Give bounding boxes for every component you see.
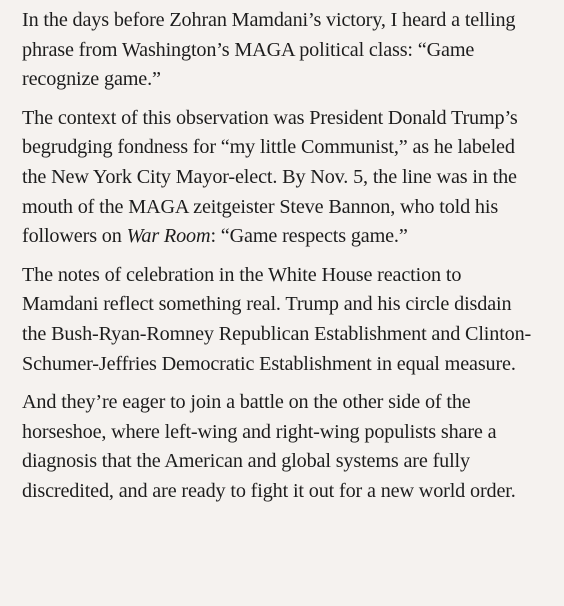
- paragraph-4: And they’re eager to join a battle on the other side of the horseshoe, where left-wing and right-wing populists share a diagnosis that the American and global systems are fully discredited, and are ready to fight it out for a new world order.: [22, 391, 516, 502]
- paragraph-1: In the days before Zohran Mamdani’s victory, I heard a telling phrase from Washington’s MAGA political class: “Game recognize game.”: [22, 9, 516, 91]
- paragraph-2-text-end: : “Game respects game.”: [210, 225, 408, 248]
- paragraph-3: The notes of celebration in the White House reaction to Mamdani reflect something real. Trump and his circle disdain the Bush-Ryan-Romney Republican Establishment and Clinton-Schumer-Jeffries Democratic Establishment in equal measure.: [22, 263, 532, 375]
- show-title-war-room: War Room: [126, 225, 211, 248]
- paragraph-2: [22, 104, 540, 252]
- paragraph-2-text-start: The context of this observation was President Donald Trump’s begrudging fondness for “my little Communist,” as he labeled the New York City Mayor-elect. By Nov. 5, the line was in the mouth of the MAGA zeitgeister Steve Bannon, who told his followers on: [22, 106, 518, 248]
